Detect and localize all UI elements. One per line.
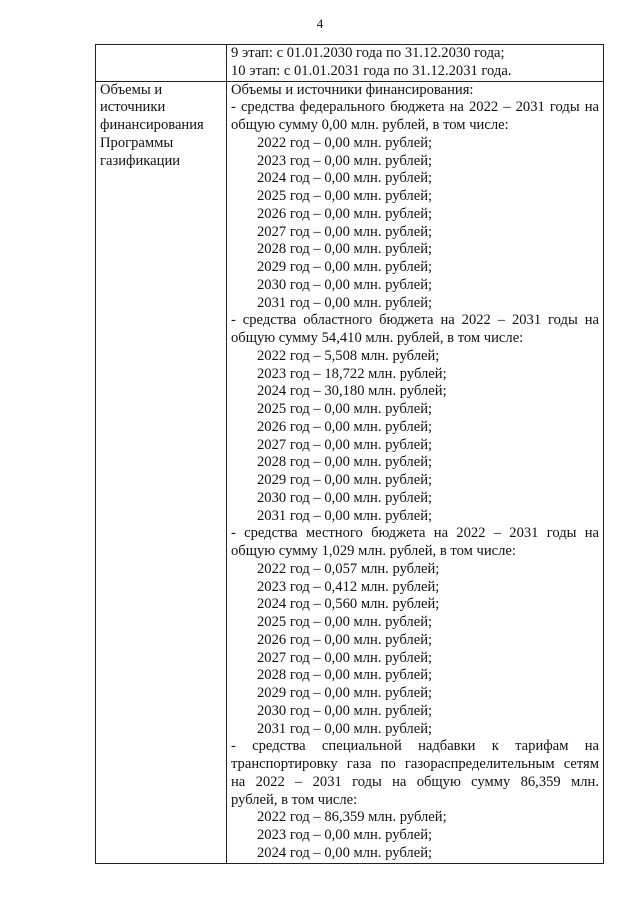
financing-cell [227,81,604,863]
year-line: 2023 год – 18,722 млн. рублей; [257,365,447,382]
year-line: 2030 год – 0,00 млн. рублей; [257,276,433,293]
year-line: 2025 год – 0,00 млн. рублей; [257,188,433,204]
source-federal [231,99,599,312]
stage-line: 9 этап: с 01.01.2030 года по 31.12.2030 года; [231,45,505,61]
financing-row [96,81,604,863]
year-line: 2026 год – 0,00 млн. рублей; [257,205,433,222]
source-intro-line: - средства специальной надбавки к тарифам на [231,738,599,755]
source-intro-line: рублей, в том числе: [231,791,358,808]
year-line: 2030 год – 0,00 млн. рублей; [257,702,433,719]
year-line: 2022 год – 86,359 млн. рублей; [257,809,447,826]
year-line: 2025 год – 0,00 млн. рублей; [257,401,433,417]
year-line: 2029 год – 0,00 млн. рублей; [257,259,433,275]
source-regional [231,312,599,525]
row-label-line: источники [100,99,166,116]
year-line: 2027 год – 0,00 млн. рублей; [257,649,433,666]
year-line: 2022 год – 0,057 млн. рублей; [257,560,440,577]
year-line: 2026 год – 0,00 млн. рублей; [257,418,433,435]
year-line: 2031 год – 0,00 млн. рублей; [257,507,433,524]
year-line: 2028 год – 0,00 млн. рублей; [257,454,433,471]
year-line: 2024 год – 30,180 млн. рублей; [257,383,447,400]
stages-label-cell [96,45,227,82]
program-table [95,44,604,864]
year-line: 2029 год – 0,00 млн. рублей; [257,685,433,701]
stages-row [96,45,604,82]
row-label-line: Программы [100,134,174,151]
source-intro-line: - средства областного бюджета на 2022 – 2031 годы на [231,312,599,329]
source-intro-line: транспортировку газа по газораспределительным сетям [231,756,599,772]
year-line: 2024 год – 0,00 млн. рублей; [257,170,433,187]
year-line: 2022 год – 0,00 млн. рублей; [257,134,433,151]
row-label-line: финансирования [100,117,204,133]
source-local [231,525,599,738]
year-line: 2031 год – 0,00 млн. рублей; [257,720,433,737]
year-line: 2028 год – 0,00 млн. рублей; [257,667,433,684]
source-intro-line: общую сумму 0,00 млн. рублей, в том числе: [231,117,509,133]
year-line: 2031 год – 0,00 млн. рублей; [257,294,433,311]
row-label-line: Объемы и [100,81,163,98]
source-intro-line: на 2022 – 2031 годы на общую сумму 86,359 млн. [231,773,599,790]
row-label-line: газификации [100,152,181,169]
source-intro-line: - средства федерального бюджета на 2022 – 2031 годы на [231,99,599,116]
row-label-cell [96,81,227,863]
year-line: 2029 год – 0,00 млн. рублей; [257,472,433,488]
year-line: 2030 год – 0,00 млн. рублей; [257,489,433,506]
year-line: 2023 год – 0,412 млн. рублей; [257,578,440,595]
financing-heading: Объемы и источники финансирования: [231,81,474,98]
year-line: 2027 год – 0,00 млн. рублей; [257,436,433,453]
page-number: 4 [316,16,324,31]
stage-line: 10 этап: с 01.01.2031 года по 31.12.2031 года. [231,62,512,79]
year-line: 2027 год – 0,00 млн. рублей; [257,223,433,240]
year-line: 2023 год – 0,00 млн. рублей; [257,152,433,169]
year-line: 2022 год – 5,508 млн. рублей; [257,347,440,364]
source-intro-line: - средства местного бюджета на 2022 – 2031 годы на [231,525,599,542]
year-line: 2024 год – 0,00 млн. рублей; [257,844,433,861]
stages-cell [227,45,604,82]
year-line: 2026 год – 0,00 млн. рублей; [257,631,433,648]
source-tariff-surcharge [231,738,599,862]
year-line: 2024 год – 0,560 млн. рублей; [257,596,440,613]
year-line: 2028 год – 0,00 млн. рублей; [257,241,433,258]
year-line: 2023 год – 0,00 млн. рублей; [257,827,433,843]
year-line: 2025 год – 0,00 млн. рублей; [257,614,433,630]
source-intro-line: общую сумму 1,029 млн. рублей, в том числе: [231,543,516,559]
source-intro-line: общую сумму 54,410 млн. рублей, в том числе: [231,330,524,346]
